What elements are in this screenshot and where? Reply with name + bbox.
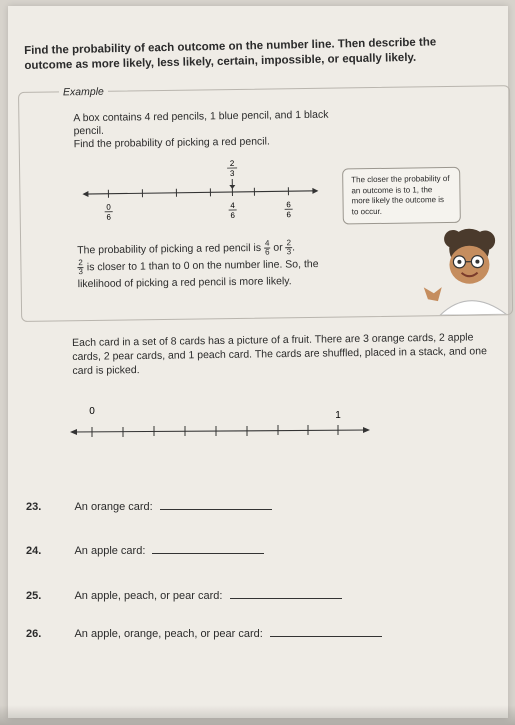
student-avatar-icon [419,226,512,315]
solution-frac1: $\frac{4}{6}$ [264,238,270,257]
hint-callout: The closer the probability of an outcome is to 1, the more likely the outcome is to occur. [342,167,461,225]
nl-top-label-num: 2 [229,158,235,169]
solution-frac2: $\frac{2}{3}$ [286,238,292,257]
nl-right-num: 6 [286,200,291,210]
problem-number-line [70,400,370,450]
problem-text: Each card in a set of 8 cards has a picture of a fruit. There are 3 orange cards, 2 apple cards, 2 pear cards, and 1 peach card. The cards are shuffled, placed in a stack, and one card is picked. [72,331,487,377]
page-shadow [0,705,515,725]
nl-problem-right-label: 1 [335,410,341,421]
nl-mid-num: 4 [230,200,235,211]
question-23: 23. An orange card: [26,498,446,513]
answer-line-25[interactable] [230,587,342,599]
example-box [18,85,513,322]
nl-top-label-den: 3 [229,168,235,179]
number-line-axis [84,191,316,194]
solution-line2: $\frac{2}{3}$ is closer to 1 than to 0 on the number line. So, the [78,258,319,277]
example-problem-line2: Find the probability of picking a red pencil. [73,135,270,151]
question-24: 24. An apple card: [26,542,446,557]
example-solution [77,237,418,292]
solution-line2-frac: $\frac{2}{3}$ [78,258,84,277]
answer-line-23[interactable] [160,498,272,510]
example-problem-line1: A box contains 4 red pencils, 1 blue pencil, and 1 black pencil. [73,108,329,138]
question-25: 25. An apple, peach, or pear card: [26,587,446,602]
nl-problem-left-label: 0 [89,406,95,417]
answer-line-24[interactable] [152,542,264,554]
solution-line3: likelihood of picking a red pencil is more likely. [77,275,292,291]
nl-left-num: 0 [106,202,111,212]
example-problem [73,108,344,151]
question-26: 26. An apple, orange, peach, or pear card: [26,625,446,640]
problem-number-line-axis [72,430,368,432]
example-label: Example [59,86,108,99]
answer-line-26[interactable] [270,625,382,637]
solution-line1: The probability of picking a red pencil is $\frac{4}{6}$ or $\frac{2}{3}$ . [77,238,296,257]
example-number-line [82,155,319,222]
nl-mid-den: 6 [230,210,236,221]
instructions: Find the probability of each outcome on the number line. Then describe the outcome as more likely, less likely, certain, impossible, or equally likely. [24,36,437,72]
nl-right-den: 6 [286,210,292,220]
nl-left-den: 6 [106,212,112,222]
